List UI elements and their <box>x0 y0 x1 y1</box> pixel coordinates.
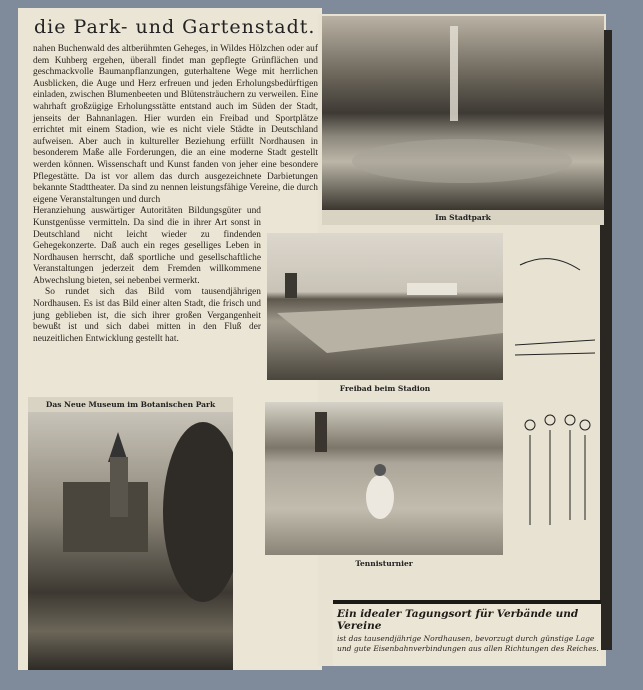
tennis-players-sketch-icon <box>530 430 585 525</box>
stadtpark-caption: Im Stadtpark <box>435 213 491 222</box>
sport-sketches <box>510 235 600 555</box>
freibad-photo <box>267 233 503 380</box>
tennis-caption: Tennisturnier <box>355 559 413 568</box>
diver-sketch-icon <box>520 259 580 270</box>
body-text-narrow <box>33 206 261 345</box>
museum-building-illustration <box>28 412 233 670</box>
tennis-photo <box>265 402 503 555</box>
museum-caption: Das Neue Museum im Botanischen Park <box>45 400 216 409</box>
tennis-player-illustration <box>265 402 503 555</box>
pool-sketch-icon <box>515 340 595 355</box>
fountain-illustration <box>322 16 604 210</box>
stadtpark-photo <box>322 16 604 210</box>
box-heading: Ein idealer Tagungsort für Verbände und Vereine <box>337 608 579 632</box>
box-line-1: ist das tausendjährige Nordhausen, bevorzugt durch günstige Lage <box>337 634 595 643</box>
body-text: nahen Buchenwald des altberühmten Geheges, in Wildes Hölzchen oder auf dem Kuhberg ergehen, überall findet man gepflegte Grünflächen und geschmackvolle Baumanpflanzungen, guterhaltene Wege mit herrlichen Ausblicken, die Auge und Herz erfreuen und jeden Erholungsbedürftigen einladen, zwischen Blumenbeeten und Blütensträuchern zu verweilen. Eine wahrhaft großzügige Erholungsstätte entstand auch im Süden der Stadt, jenseits der Bahnanlagen. Hier wurden ein Freibad und Sportplätze errichtet mit einem Stadion, wie es nicht viele Städte in Deutschland aufweisen. Aber auch in kultureller Beziehung erfüllt Nordhausen in besonderem Maße alle Forderungen, die an eine moderne Stadt gestellt werden können. Wissenschaft und Kunst fanden von jeher eine besondere Pflegestätte. Da ist vor allem das durch ausgezeichnete Darbietungen bekannte Stadttheater. Da sind zu nennen leistungsfähige Vereine, die durch eigene Veranstaltungen und durch <box>33 44 318 205</box>
museum-photo <box>28 412 233 670</box>
body-text-continued: Heranziehung auswärtiger Autoritäten Bildungsgüter und Kunstgenüsse vermitteln. Da sind die in ihrer Art sonst in Deutschland nicht leicht wieder zu findenden Gehegekonzerte. Daß auch ein reges geselliges Leben in Nordhausen herrscht, daß sportliche und gesellschaftliche Veranstaltungen jederzeit dem Fremden willkommene Abwechslung bieten, sei nebenbei vermerkt. <box>33 206 261 286</box>
closing-paragraph: So rundet sich das Bild vom tausendjährigen Nordhausen. Es ist das Bild einer alten Stadt, die frisch und jung geblieben ist, die sich ihrer großen Vergangenheit bewußt ist und sich dabei mitten in den Fluß der neuzeitlichen Entwicklung gestellt hat. <box>33 287 261 344</box>
box-line-2: und gute Eisenbahnverbindungen aus allen Richtungen des Reiches. <box>337 644 599 653</box>
pool-illustration <box>267 233 503 380</box>
conference-venue-box <box>333 600 601 666</box>
freibad-caption: Freibad beim Stadion <box>339 384 431 393</box>
page-title: die Park- und Gartenstadt. <box>34 16 316 38</box>
